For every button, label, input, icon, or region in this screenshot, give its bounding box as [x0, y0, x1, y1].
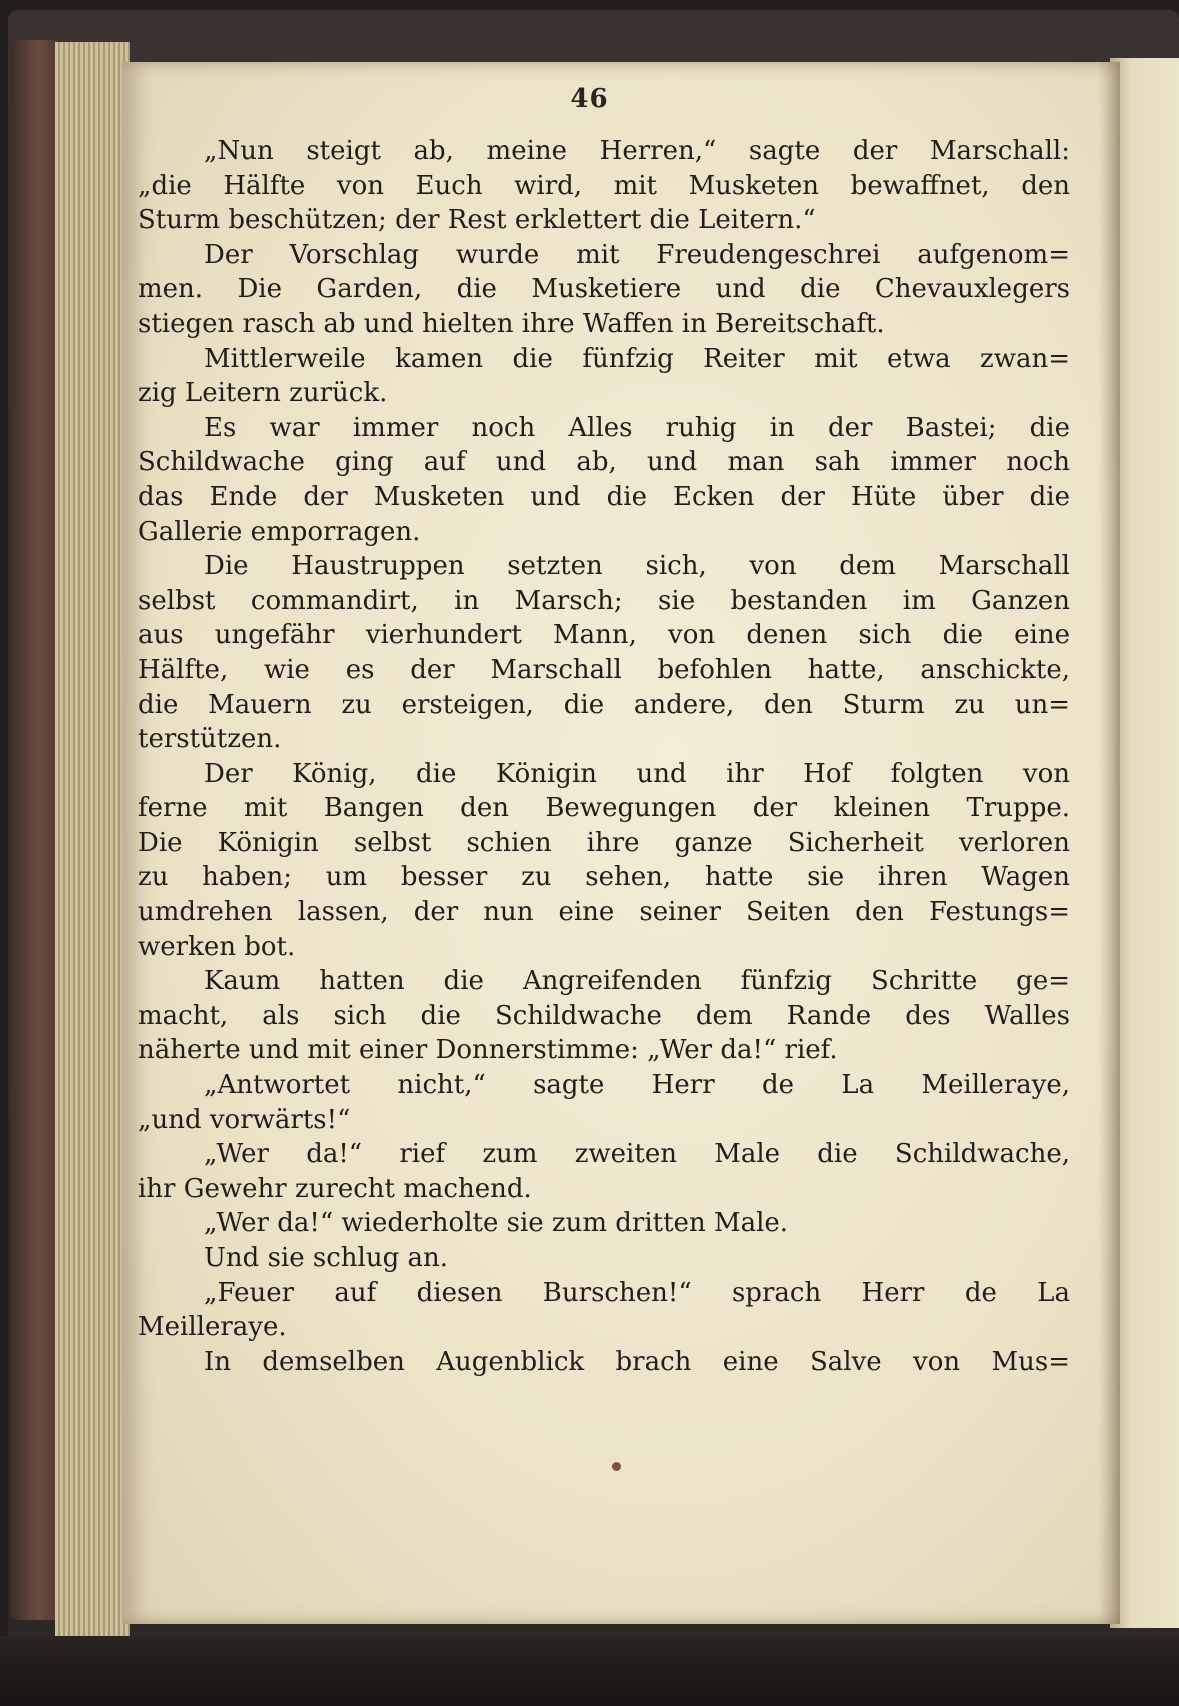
text-line: aus ungefähr vierhundert Mann, von denen sich die eine	[138, 620, 1070, 651]
text-line: Die Königin selbst schien ihre ganze Sicherheit verloren	[138, 827, 1070, 858]
text-line: „Feuer auf diesen Burschen!“ sprach Herr de La	[204, 1277, 1070, 1308]
text-line: „Wer da!“ wiederholte sie zum dritten Male.	[204, 1208, 789, 1239]
text-line: „Wer da!“ rief zum zweiten Male die Schildwache,	[204, 1139, 1070, 1170]
text-line: Meilleraye.	[138, 1312, 287, 1343]
text-line: Der König, die Königin und ihr Hof folgten von	[204, 758, 1070, 789]
text-line: Und sie schlug an.	[204, 1243, 449, 1273]
text-line: „Nun steigt ab, meine Herren,“ sagte der Marschall:	[204, 136, 1070, 166]
text-line: terstützen.	[138, 724, 282, 755]
page-number: 46	[570, 84, 609, 114]
text-line: stiegen rasch ab und hielten ihre Waffen in Bereitschaft.	[138, 308, 885, 339]
printer-ornament	[612, 1462, 621, 1471]
text-line: das Ende der Musketen und die Ecken der Hüte über die	[138, 481, 1070, 512]
gutter-shadow	[1098, 62, 1120, 1624]
text-line: Schildwache ging auf und ab, und man sah immer noch	[138, 447, 1070, 478]
text-line: ferne mit Bangen den Bewegungen der kleinen Truppe.	[138, 793, 1070, 824]
text-line: men. Die Garden, die Musketiere und die Chevauxlegers	[138, 274, 1070, 305]
text-line: werken bot.	[138, 931, 296, 962]
text-line: selbst commandirt, in Marsch; sie bestanden im Ganzen	[138, 585, 1070, 616]
text-line: Die Haustruppen setzten sich, von dem Marschall	[204, 551, 1070, 582]
text-line: Sturm beschützen; der Rest erklettert die Leitern.“	[138, 205, 816, 236]
bottom-binding	[0, 1636, 1179, 1706]
text-line: Mittlerweile kamen die fünfzig Reiter mit etwa zwan=	[204, 343, 1070, 374]
text-line: zig Leitern zurück.	[138, 378, 388, 409]
facing-page-edge	[1110, 58, 1179, 1628]
text-line: macht, als sich die Schildwache dem Rande des Walles	[138, 1000, 1070, 1031]
text-line: „die Hälfte von Euch wird, mit Musketen bewaffnet, den	[138, 170, 1070, 201]
text-line: „und vorwärts!“	[138, 1104, 351, 1135]
text-line: zu haben; um besser zu sehen, hatte sie ihren Wagen	[138, 862, 1070, 893]
text-line: Der Vorschlag wurde mit Freudengeschrei aufgenom=	[204, 239, 1070, 270]
text-line: umdrehen lassen, der nun eine seiner Seiten den Festungs=	[138, 897, 1070, 928]
text-line: Hälfte, wie es der Marschall befohlen hatte, anschickte,	[138, 654, 1070, 685]
text-line: In demselben Augenblick brach eine Salve von Mus=	[204, 1346, 1070, 1377]
text-line: näherte und mit einer Donnerstimme: „Wer da!“ rief.	[138, 1035, 838, 1066]
text-line: Gallerie emporragen.	[138, 516, 421, 547]
text-line: Kaum hatten die Angreifenden fünfzig Schritte ge=	[204, 966, 1070, 997]
text-line: die Mauern zu ersteigen, die andere, den Sturm zu un=	[138, 689, 1070, 720]
page-text	[138, 134, 1070, 1379]
text-line: ihr Gewehr zurecht machend.	[138, 1173, 532, 1204]
text-line: Es war immer noch Alles ruhig in der Bastei; die	[204, 412, 1070, 443]
text-line: „Antwortet nicht,“ sagte Herr de La Meilleraye,	[204, 1070, 1070, 1101]
page-edges	[55, 42, 130, 1642]
